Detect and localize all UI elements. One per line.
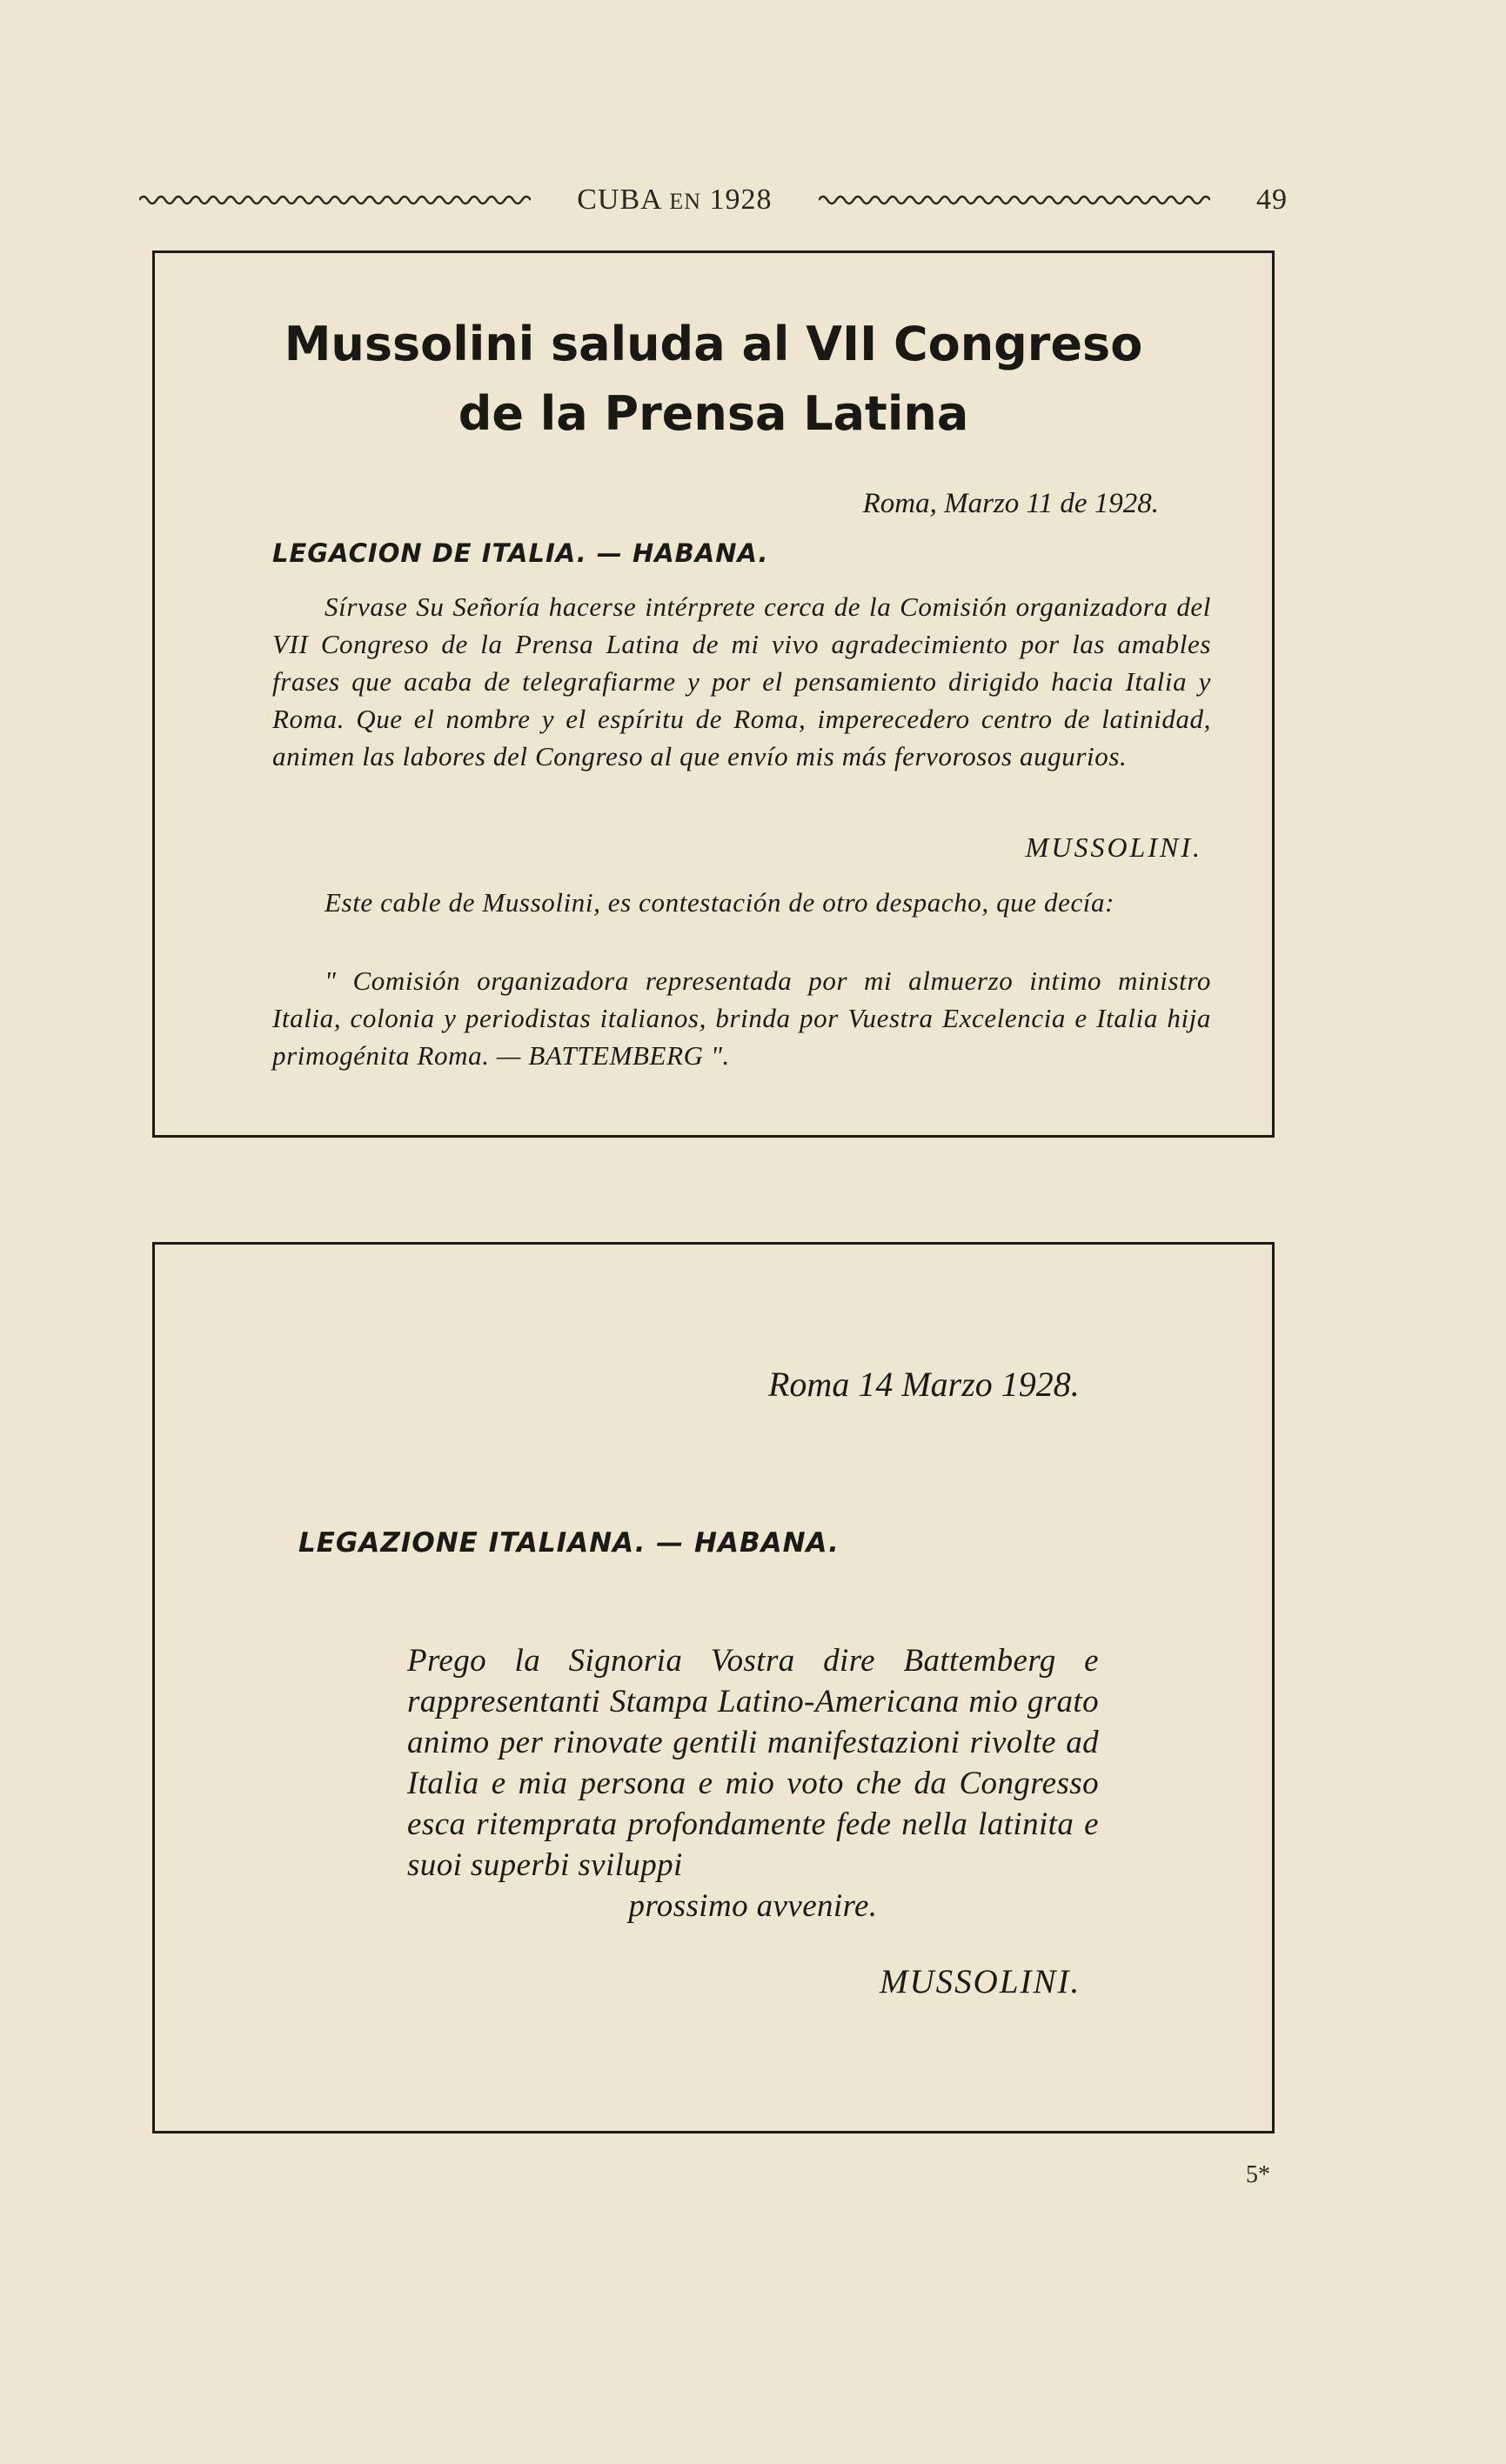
telegram-signature: MUSSOLINI. [880, 1963, 1081, 2000]
article-title [155, 310, 1272, 449]
sheet-signature-mark: 5* [1246, 2161, 1270, 2188]
quoted-dispatch: " Comisión organizadora representada por mi almuerzo intimo ministro Italia, colonia y periodistas italianos, brinda por Vuestra Excelencia e Italia hija primogénita Roma. — BATTEMBERG ". [272, 965, 1211, 1071]
notice-box-telegram-spanish [152, 250, 1275, 1138]
article-title-line-1: Mussolini saluda al VII Congreso [284, 317, 1143, 371]
article-title-line-2: de la Prensa Latina [458, 386, 969, 441]
telegram-addressee: LEGACION DE ITALIA. — HABANA. [272, 538, 769, 568]
telegram-signature: MUSSOLINI. [1025, 831, 1202, 863]
running-header [139, 178, 1288, 222]
page-number: 49 [1255, 184, 1288, 216]
telegram-date: Roma 14 Marzo 1928. [768, 1365, 1080, 1404]
cable-note: Este cable de Mussolini, es contestación de otro despacho, que decía: [325, 887, 1115, 918]
telegram-date: Roma, Marzo 11 de 1928. [862, 488, 1159, 519]
running-title [577, 184, 772, 217]
running-title-main: CUBA [577, 184, 661, 216]
telegram-body-last-line: prossimo avvenire. [628, 1888, 878, 1924]
running-title-year: 1928 [709, 184, 773, 216]
ornament-left-icon [139, 191, 531, 209]
notice-box-telegram-italian [152, 1242, 1275, 2133]
ornament-right-icon [819, 191, 1210, 209]
telegram-body: Sírvase Su Señoría hacerse intérprete cerca de la Comisión organizadora del VII Congreso de la Prensa Latina de mi vivo agradecimiento por las amables frases que acaba de telegrafiarme y por el pensamiento dirigido hacia Italia y Roma. Que el nombre y el espíritu de Roma, imperecedero centro de latinidad, animen las labores del Congreso al que envío mis más fervorosos augurios. [272, 591, 1211, 771]
telegram-body-main: Prego la Signoria Vostra dire Battemberg e rappresentanti Stampa Latino-Americana mio grato animo per rinovate gentili manifestazioni rivolte ad Italia e mia persona e mio voto che da Congresso esca ritemprata profondamente fede nella latinita e suoi superbi sviluppi [407, 1643, 1099, 1883]
telegram-body [407, 1640, 1099, 1926]
telegram-addressee: LEGAZIONE ITALIANA. — HABANA. [298, 1527, 840, 1559]
running-title-en: EN [669, 189, 701, 214]
